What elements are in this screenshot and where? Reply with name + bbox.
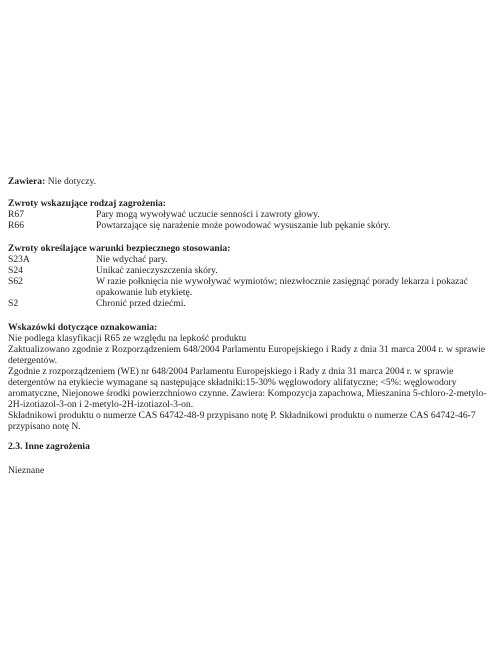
safety-phrase-text: Unikać zanieczyszczenia skóry. — [96, 265, 218, 276]
contains-line — [8, 176, 490, 187]
labeling-paragraph: Zgodnie z rozporządzeniem (WE) nr 648/2004 Parlamentu Europejskiego i Rady z dnia 31 marca 2004 r. w sprawie detergentów na etykiecie wymagane są następujące składniki:15-30% węglowodory alifatyczne; <5%: węglowodory aromatyczne, Niejonowe środki powierzchniowo czynne. Zawiera: Kompozycja zapachowa, Mieszanina 5-chloro-2-metylo-2H-izotiazol-3-on i 2-metylo-2H-izotiazol-3-on. — [8, 366, 487, 410]
labeling-section — [8, 322, 490, 432]
hazard-phrase-code: R67 — [8, 209, 24, 220]
hazard-phrase-text: Pary mogą wywoływać uczucie senności i zawroty głowy. — [96, 209, 320, 220]
labeling-heading: Wskazówki dotyczące oznakowania: — [8, 322, 158, 333]
safety-phrase-code: S23A — [8, 254, 30, 265]
safety-phrases-section — [8, 243, 490, 309]
labeling-paragraph: Składnikowi produktu o numerze CAS 64742-48-9 przypisano notę P. Składnikowi produktu o numerze CAS 64742-46-7 przypisano notę N. — [8, 410, 476, 432]
safety-phrases-heading: Zwroty określające warunki bezpiecznego stosowania: — [8, 243, 231, 254]
contains-value: Nie dotyczy. — [47, 176, 97, 187]
safety-phrase-code: S24 — [8, 265, 23, 276]
hazard-phrases-heading: Zwroty wskazujące rodzaj zagrożenia: — [8, 198, 167, 209]
safety-phrase-row — [8, 265, 490, 276]
hazard-phrases-section — [8, 198, 490, 231]
safety-phrase-code: S2 — [8, 298, 19, 309]
labeling-paragraph: Zaktualizowano zgodnie z Rozporządzeniem 648/2004 Parlamentu Europejskiego i Rady z dnia 31 marca 2004 r. w sprawie detergentów. — [8, 344, 486, 366]
safety-phrase-text: W razie połknięcia nie wywoływać wymiotów; niezwłocznie zasięgnąć porady lekarza i pokazać opakowanie lub etykietę. — [96, 276, 468, 298]
other-hazards-heading: 2.3. Inne zagrożenia — [8, 441, 90, 452]
hazard-phrase-text: Powtarzające się narażenie może powodować wysuszanie lub pękanie skóry. — [96, 220, 391, 231]
other-hazards-value: Nieznane — [8, 465, 45, 476]
safety-phrase-text: Nie wdychać pary. — [96, 254, 168, 265]
safety-phrase-code: S62 — [8, 276, 23, 287]
safety-phrase-row — [8, 276, 490, 298]
hazard-phrase-code: R66 — [8, 220, 24, 231]
hazard-phrase-row — [8, 209, 490, 220]
safety-phrase-row — [8, 298, 490, 309]
safety-phrase-row — [8, 254, 490, 265]
safety-phrase-text: Chronić przed dziećmi. — [96, 298, 186, 309]
hazard-phrase-row — [8, 220, 490, 231]
contains-label: Zawiera: — [8, 176, 46, 187]
labeling-paragraph: Nie podlega klasyfikacji R65 ze względu na lepkość produktu — [8, 333, 247, 344]
